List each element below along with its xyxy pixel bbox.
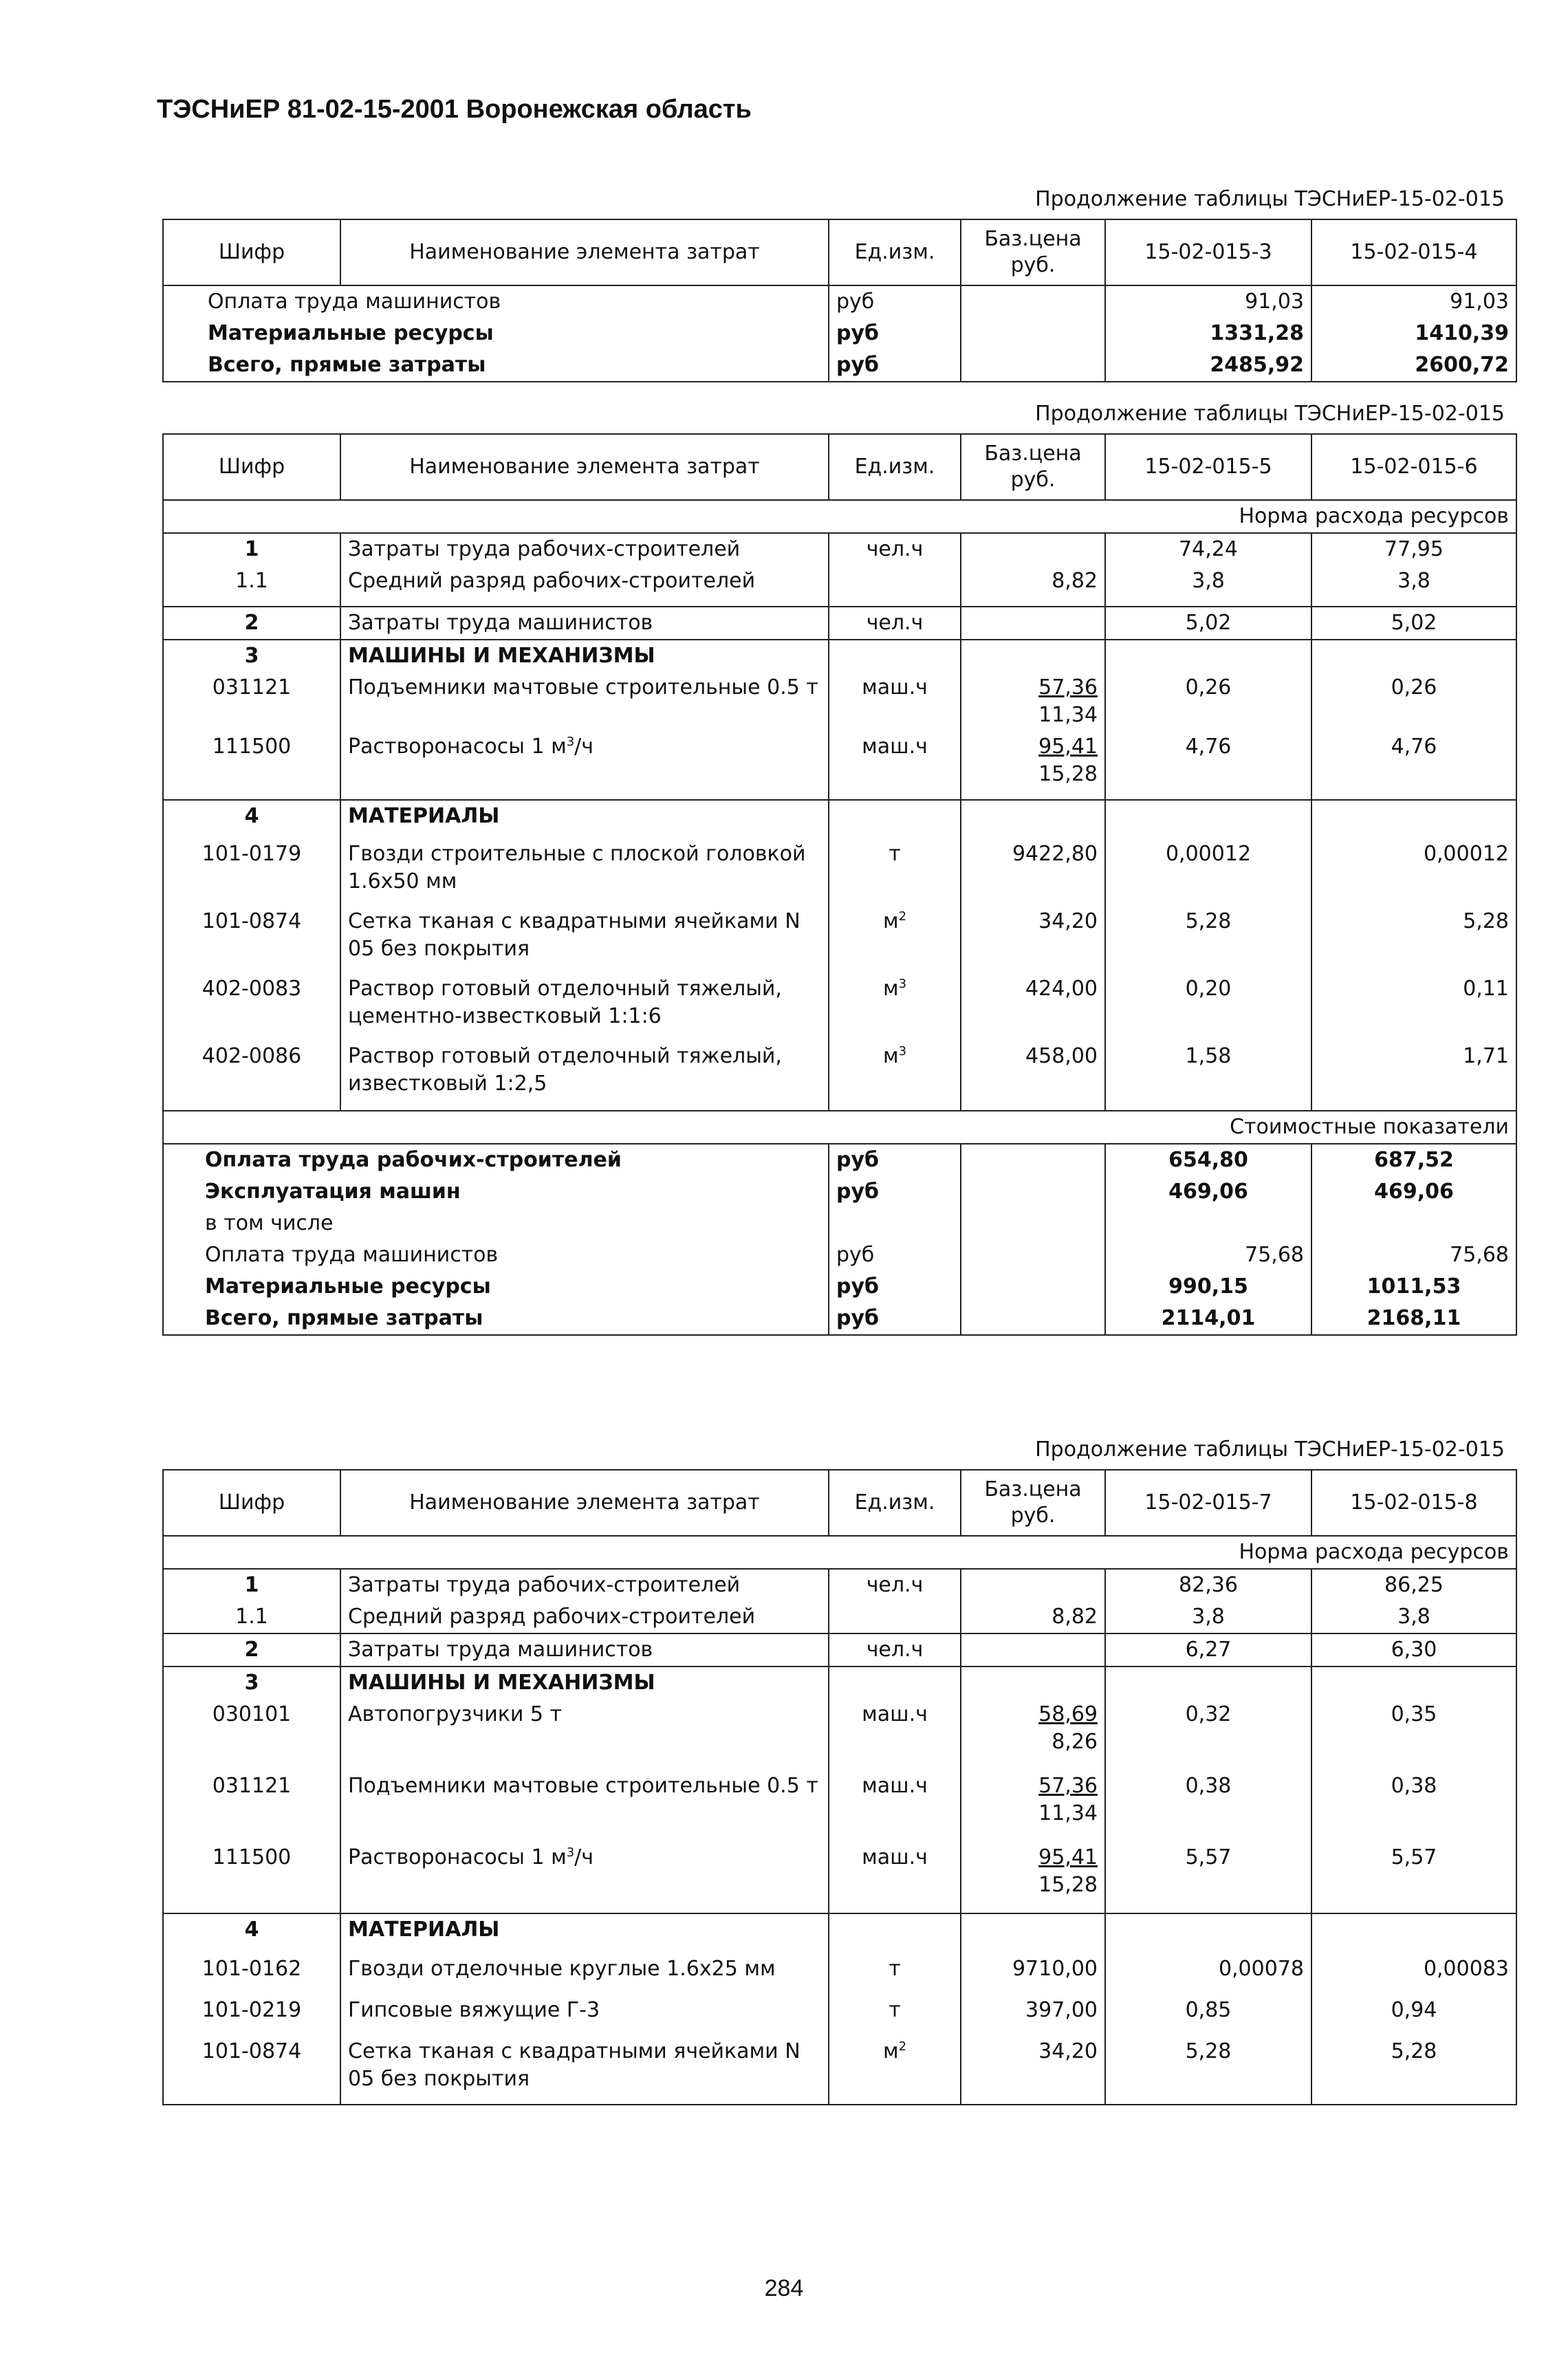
table-1 — [162, 219, 1517, 382]
row-price: 34,20 — [961, 2036, 1105, 2105]
table-row — [163, 1770, 1516, 1842]
row-value: 5,57 — [1311, 1842, 1516, 1913]
row-unit: чел.ч — [829, 533, 961, 565]
row-value: 2168,11 — [1311, 1303, 1516, 1335]
row-value: 5,02 — [1311, 607, 1516, 640]
row-price: 95,41 15,28 — [961, 731, 1105, 800]
cost-row — [163, 1271, 1516, 1303]
header-col-2: 15-02-015-8 — [1311, 1470, 1516, 1536]
row-value: 1011,53 — [1311, 1271, 1516, 1303]
continuation-label: Продолжение таблицы ТЭСНиЕР-15-02-015 — [1035, 402, 1505, 426]
cost-row — [163, 1144, 1516, 1176]
table-row — [163, 906, 1516, 973]
header-unit: Ед.изм. — [829, 434, 961, 500]
row-value: 1,71 — [1311, 1041, 1516, 1111]
row-name: в том числе — [205, 1211, 334, 1235]
header-name: Наименование элемента затрат — [340, 219, 829, 285]
row-price: 58,69 8,26 — [961, 1699, 1105, 1770]
row-unit: руб — [829, 349, 961, 382]
row-unit: чел.ч — [829, 607, 961, 640]
table-header — [163, 1470, 1516, 1536]
row-value: 990,15 — [1105, 1271, 1311, 1303]
row-unit: чел.ч — [829, 1634, 961, 1667]
row-unit: руб — [829, 318, 961, 349]
row-price: 424,00 — [961, 973, 1105, 1041]
header-code: Шифр — [163, 434, 340, 500]
row-value: 0,35 — [1311, 1699, 1516, 1770]
row-name: Всего, прямые затраты — [205, 1306, 483, 1330]
row-name: Всего, прямые затраты — [208, 353, 486, 377]
row-code: 2 — [163, 607, 340, 640]
row-unit: руб — [829, 1176, 961, 1208]
continuation-label: Продолжение таблицы ТЭСНиЕР-15-02-015 — [1035, 187, 1505, 211]
table-row — [163, 318, 1516, 349]
row-name: Растворонасосы 1 $м^3/ч$ — [340, 731, 829, 800]
row-value: 687,52 — [1311, 1144, 1516, 1176]
row-value: 0,32 — [1105, 1699, 1311, 1770]
row-code: 101-0179 — [202, 842, 302, 866]
table-row — [163, 1569, 1516, 1601]
row-value: 82,36 — [1105, 1569, 1311, 1601]
header-name: Наименование элемента затрат — [340, 434, 829, 500]
row-value: 6,27 — [1105, 1634, 1311, 1667]
table-row — [163, 607, 1516, 640]
row-name: Материальные ресурсы — [208, 321, 494, 345]
row-value: 5,02 — [1105, 607, 1311, 640]
table-row — [163, 672, 1516, 731]
row-code: 101-0162 — [202, 1957, 302, 1981]
row-name: МАШИНЫ И МЕХАНИЗМЫ — [340, 640, 829, 672]
header-price: Баз.цена руб. — [961, 219, 1105, 285]
row-value: 91,03 — [1311, 285, 1516, 318]
header-col-1: 15-02-015-3 — [1105, 219, 1311, 285]
row-price: 8,82 — [961, 1601, 1105, 1634]
row-name: Растворонасосы 1 $м^3/ч$ — [340, 1842, 829, 1913]
row-value: 0,00012 — [1311, 838, 1516, 906]
row-name: Сетка тканая с квадратными ячейками N 05 без покрытия — [340, 2036, 829, 2105]
row-value: 0,38 — [1105, 1770, 1311, 1842]
row-price: 8,82 — [961, 565, 1105, 607]
row-price: 458,00 — [961, 1041, 1105, 1111]
row-value: 3,8 — [1105, 1601, 1311, 1634]
row-value: 4,76 — [1105, 731, 1311, 800]
row-price: 95,41 15,28 — [961, 1842, 1105, 1913]
header-code: Шифр — [163, 219, 340, 285]
row-unit: маш.ч — [829, 731, 961, 800]
table-header — [163, 219, 1516, 285]
row-value: 2114,01 — [1105, 1303, 1311, 1335]
section-norm: Норма расхода ресурсов — [163, 1536, 1516, 1569]
table-row — [163, 1913, 1516, 1953]
row-value: 5,28 — [1311, 2036, 1516, 2105]
row-unit: маш.ч — [829, 1770, 961, 1842]
row-value: 5,28 — [1311, 906, 1516, 973]
row-unit: руб — [829, 1271, 961, 1303]
table-row — [163, 1041, 1516, 1111]
row-value: 75,68 — [1311, 1239, 1516, 1271]
row-value: 0,26 — [1311, 672, 1516, 731]
row-name: Оплата труда машинистов — [208, 290, 501, 314]
header-name: Наименование элемента затрат — [340, 1470, 829, 1536]
row-value: 654,80 — [1105, 1144, 1311, 1176]
table-row — [163, 1953, 1516, 1995]
row-code: 031121 — [212, 1774, 292, 1798]
row-unit: маш.ч — [829, 672, 961, 731]
table-row — [163, 1842, 1516, 1913]
row-name: МАШИНЫ И МЕХАНИЗМЫ — [340, 1667, 829, 1699]
row-value: 0,26 — [1105, 672, 1311, 731]
header-price: Баз.цена руб. — [961, 1470, 1105, 1536]
row-name: МАТЕРИАЛЫ — [340, 800, 829, 838]
row-name: Подъемники мачтовые строительные 0.5 т — [340, 672, 829, 731]
row-unit: $м^3$ — [829, 1041, 961, 1111]
row-value: 91,03 — [1105, 285, 1311, 318]
section-cost: Стоимостные показатели — [163, 1111, 1516, 1144]
row-name: МАТЕРИАЛЫ — [340, 1913, 829, 1953]
cost-row — [163, 1239, 1516, 1271]
row-name: Средний разряд рабочих-строителей — [340, 565, 829, 607]
table-header — [163, 434, 1516, 500]
row-value: 0,00012 — [1105, 838, 1311, 906]
row-code: 1.1 — [235, 569, 268, 593]
row-value: 5,28 — [1105, 906, 1311, 973]
row-value: 5,57 — [1105, 1842, 1311, 1913]
table-row — [163, 838, 1516, 906]
section-norm: Норма расхода ресурсов — [163, 500, 1516, 533]
cost-row — [163, 1208, 1516, 1239]
row-code: 4 — [163, 800, 340, 838]
row-value: 5,28 — [1105, 2036, 1311, 2105]
row-code: 111500 — [212, 1845, 292, 1869]
row-price: 397,00 — [961, 1995, 1105, 2036]
table-row — [163, 533, 1516, 565]
row-name: Затраты труда рабочих-строителей — [340, 533, 829, 565]
row-unit: руб — [829, 1303, 961, 1335]
row-value: 3,8 — [1311, 565, 1516, 607]
row-code: 111500 — [212, 735, 292, 759]
row-unit: т — [829, 1953, 961, 1995]
row-code: 2 — [163, 1634, 340, 1667]
table-row — [163, 1634, 1516, 1667]
row-name: Гипсовые вяжущие Г-3 — [340, 1995, 829, 2036]
row-value: 2485,92 — [1105, 349, 1311, 382]
row-price: 57,36 11,34 — [961, 1770, 1105, 1842]
table-row — [163, 285, 1516, 318]
header-col-2: 15-02-015-6 — [1311, 434, 1516, 500]
row-name: Затраты труда рабочих-строителей — [340, 1569, 829, 1601]
table-row — [163, 731, 1516, 800]
row-unit: руб — [829, 1239, 961, 1271]
row-unit: руб — [829, 1144, 961, 1176]
row-unit: чел.ч — [829, 1569, 961, 1601]
row-unit: $м^3$ — [829, 973, 961, 1041]
row-name: Гвозди строительные с плоской головкой 1.6х50 мм — [340, 838, 829, 906]
row-code: 402-0083 — [202, 977, 302, 1001]
row-value: 3,8 — [1311, 1601, 1516, 1634]
row-value: 86,25 — [1311, 1569, 1516, 1601]
header-col-1: 15-02-015-5 — [1105, 434, 1311, 500]
row-value: 2600,72 — [1311, 349, 1516, 382]
row-name: Раствор готовый отделочный тяжелый, цементно-известковый 1:1:6 — [340, 973, 829, 1041]
header-price: Баз.цена руб. — [961, 434, 1105, 500]
table-row — [163, 1667, 1516, 1699]
row-name: Гвозди отделочные круглые 1.6х25 мм — [340, 1953, 829, 1995]
row-unit: $м^2$ — [829, 2036, 961, 2105]
row-value: 0,00083 — [1311, 1953, 1516, 1995]
page-title: ТЭСНиЕР 81-02-15-2001 Воронежская область — [157, 95, 752, 124]
continuation-label: Продолжение таблицы ТЭСНиЕР-15-02-015 — [1035, 1437, 1505, 1462]
row-value: 469,06 — [1105, 1176, 1311, 1208]
table-row — [163, 1995, 1516, 2036]
row-code: 030101 — [212, 1702, 292, 1726]
row-code: 1.1 — [235, 1605, 268, 1629]
row-name: Затраты труда машинистов — [340, 1634, 829, 1667]
row-value: 0,85 — [1105, 1995, 1311, 2036]
row-code: 101-0219 — [202, 1998, 302, 2022]
table-row — [163, 640, 1516, 672]
row-value: 1331,28 — [1105, 318, 1311, 349]
row-code: 031121 — [212, 675, 292, 699]
row-code: 101-0874 — [202, 2039, 302, 2063]
row-unit: руб — [829, 285, 961, 318]
row-unit: маш.ч — [829, 1842, 961, 1913]
row-value: 1410,39 — [1311, 318, 1516, 349]
row-value: 0,20 — [1105, 973, 1311, 1041]
row-value: 0,11 — [1311, 973, 1516, 1041]
row-unit: т — [829, 838, 961, 906]
header-col-2: 15-02-015-4 — [1311, 219, 1516, 285]
row-code: 101-0874 — [202, 909, 302, 933]
row-value: 3,8 — [1105, 565, 1311, 607]
row-unit: т — [829, 1995, 961, 2036]
row-price: 57,36 11,34 — [961, 672, 1105, 731]
row-name: Оплата труда машинистов — [205, 1243, 499, 1267]
row-value: 0,38 — [1311, 1770, 1516, 1842]
row-price: 34,20 — [961, 906, 1105, 973]
row-name: Эксплуатация машин — [205, 1180, 461, 1204]
header-unit: Ед.изм. — [829, 1470, 961, 1536]
row-name: Подъемники мачтовые строительные 0.5 т — [340, 1770, 829, 1842]
row-value: 6,30 — [1311, 1634, 1516, 1667]
row-value: 469,06 — [1311, 1176, 1516, 1208]
row-name: Сетка тканая с квадратными ячейками N 05 без покрытия — [340, 906, 829, 973]
row-price: 9422,80 — [961, 838, 1105, 906]
header-col-1: 15-02-015-7 — [1105, 1470, 1311, 1536]
row-code: 1 — [244, 1573, 259, 1597]
row-name: Автопогрузчики 5 т — [340, 1699, 829, 1770]
row-value: 4,76 — [1311, 731, 1516, 800]
table-row — [163, 349, 1516, 382]
page-number: 284 — [764, 2275, 804, 2301]
header-unit: Ед.изм. — [829, 219, 961, 285]
table-row — [163, 565, 1516, 607]
table-row — [163, 1699, 1516, 1770]
cost-row — [163, 1303, 1516, 1335]
row-code: 3 — [163, 1667, 340, 1699]
table-2 — [162, 433, 1517, 1336]
row-code: 402-0086 — [202, 1044, 302, 1068]
table-row — [163, 1601, 1516, 1634]
row-name: Оплата труда рабочих-строителей — [205, 1148, 622, 1172]
row-code: 1 — [244, 537, 259, 561]
row-code: 4 — [163, 1913, 340, 1953]
header-code: Шифр — [163, 1470, 340, 1536]
row-name: Раствор готовый отделочный тяжелый, известковый 1:2,5 — [340, 1041, 829, 1111]
row-value: 1,58 — [1105, 1041, 1311, 1111]
row-name: Материальные ресурсы — [205, 1274, 491, 1299]
table-row — [163, 973, 1516, 1041]
table-row — [163, 800, 1516, 838]
cost-row — [163, 1176, 1516, 1208]
table-row — [163, 2036, 1516, 2105]
row-name: Средний разряд рабочих-строителей — [340, 1601, 829, 1634]
row-value: 75,68 — [1105, 1239, 1311, 1271]
row-price: 9710,00 — [961, 1953, 1105, 1995]
row-unit: $м^2$ — [829, 906, 961, 973]
row-value: 0,94 — [1311, 1995, 1516, 2036]
row-value: 77,95 — [1311, 533, 1516, 565]
row-unit: маш.ч — [829, 1699, 961, 1770]
table-3 — [162, 1469, 1517, 2105]
row-code: 3 — [163, 640, 340, 672]
row-value: 74,24 — [1105, 533, 1311, 565]
row-name: Затраты труда машинистов — [340, 607, 829, 640]
row-value: 0,00078 — [1105, 1953, 1311, 1995]
